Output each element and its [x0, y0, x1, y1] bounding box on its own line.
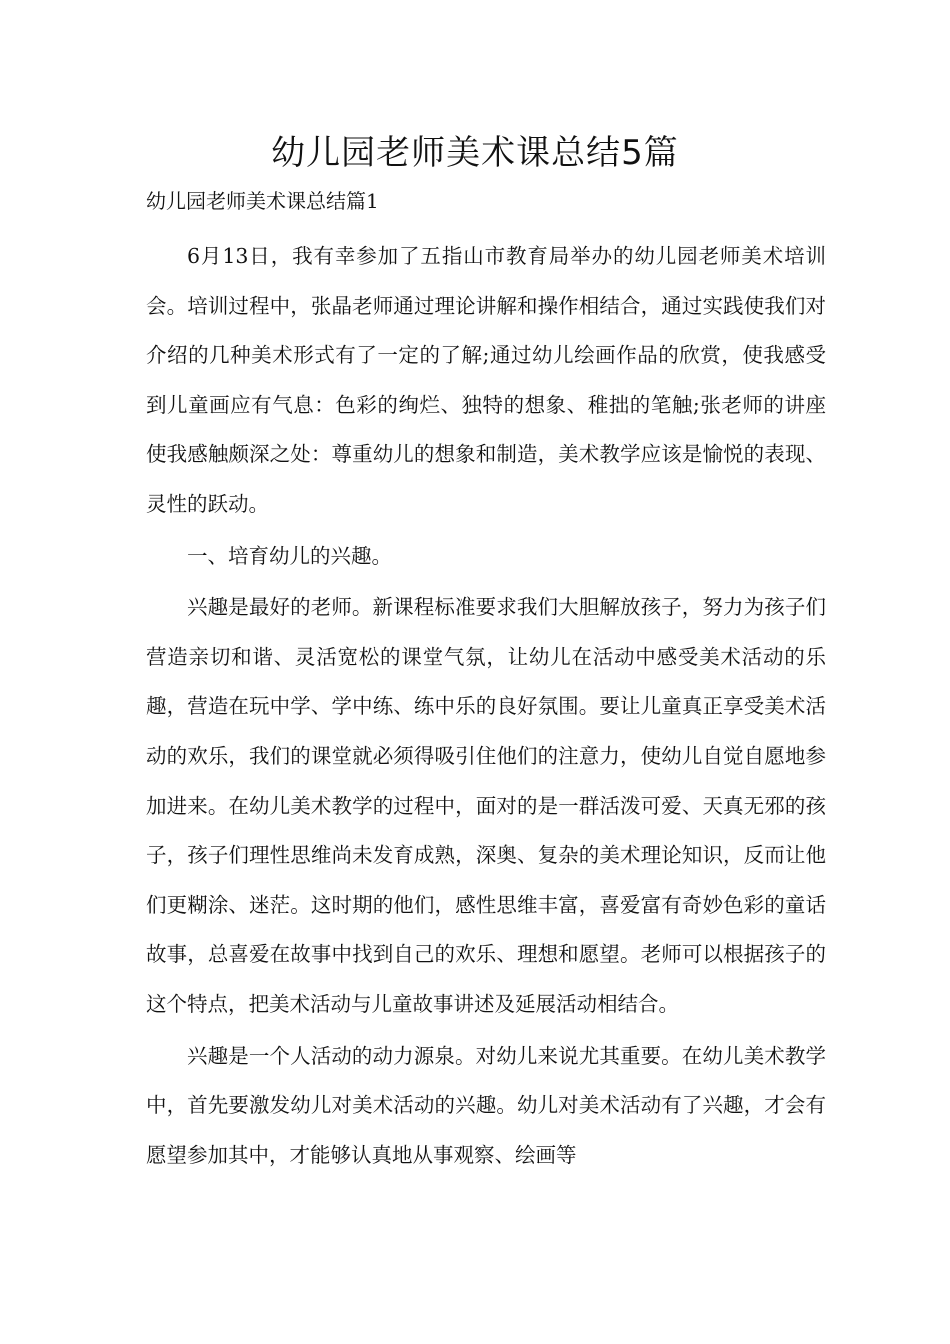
- paragraph-interest-teacher: 兴趣是最好的老师。新课程标准要求我们大胆解放孩子，努力为孩子们营造亲切和谐、灵活宽松的课堂气氛，让幼儿在活动中感受美术活动的乐趣，营造在玩中学、学中练、练中乐的良好氛围。要让儿童真正享受美术活动的欢乐，我们的课堂就必须得吸引住他们的注意力，使幼儿自觉自愿地参加进来。在幼儿美术教学的过程中，面对的是一群活泼可爱、天真无邪的孩子，孩子们理性思维尚未发育成熟，深奥、复杂的美术理论知识，反而让他们更糊涂、迷茫。这时期的他们，感性思维丰富，喜爱富有奇妙色彩的童话故事，总喜爱在故事中找到自己的欢乐、理想和愿望。老师可以根据孩子的这个特点，把美术活动与儿童故事讲述及延展活动相结合。: [146, 595, 826, 1016]
- section-heading: 幼儿园老师美术课总结篇1: [146, 189, 379, 213]
- document-title: 幼儿园老师美术课总结5篇: [271, 133, 679, 173]
- paragraph-heading-interest: 一、培育幼儿的兴趣。: [187, 543, 392, 568]
- document-body: [146, 232, 826, 1182]
- paragraph-intro: 6月13日，我有幸参加了五指山市教育局举办的幼儿园老师美术培训会。培训过程中，张晶老师通过理论讲解和操作相结合，通过实践使我们对介绍的几种美术形式有了一定的了解;通过幼儿绘画作品的欣赏，使我感受到儿童画应有气息：色彩的绚烂、独特的想象、稚拙的笔触;张老师的讲座使我感触颇深之处：尊重幼儿的想象和制造，美术教学应该是愉悦的表现、灵性的跃动。: [146, 244, 826, 516]
- paragraph-interest-motivation: 兴趣是一个人活动的动力源泉。对幼儿来说尤其重要。在幼儿美术教学中，首先要激发幼儿对美术活动的兴趣。幼儿对美术活动有了兴趣，才会有愿望参加其中，才能够认真地从事观察、绘画等: [146, 1043, 826, 1167]
